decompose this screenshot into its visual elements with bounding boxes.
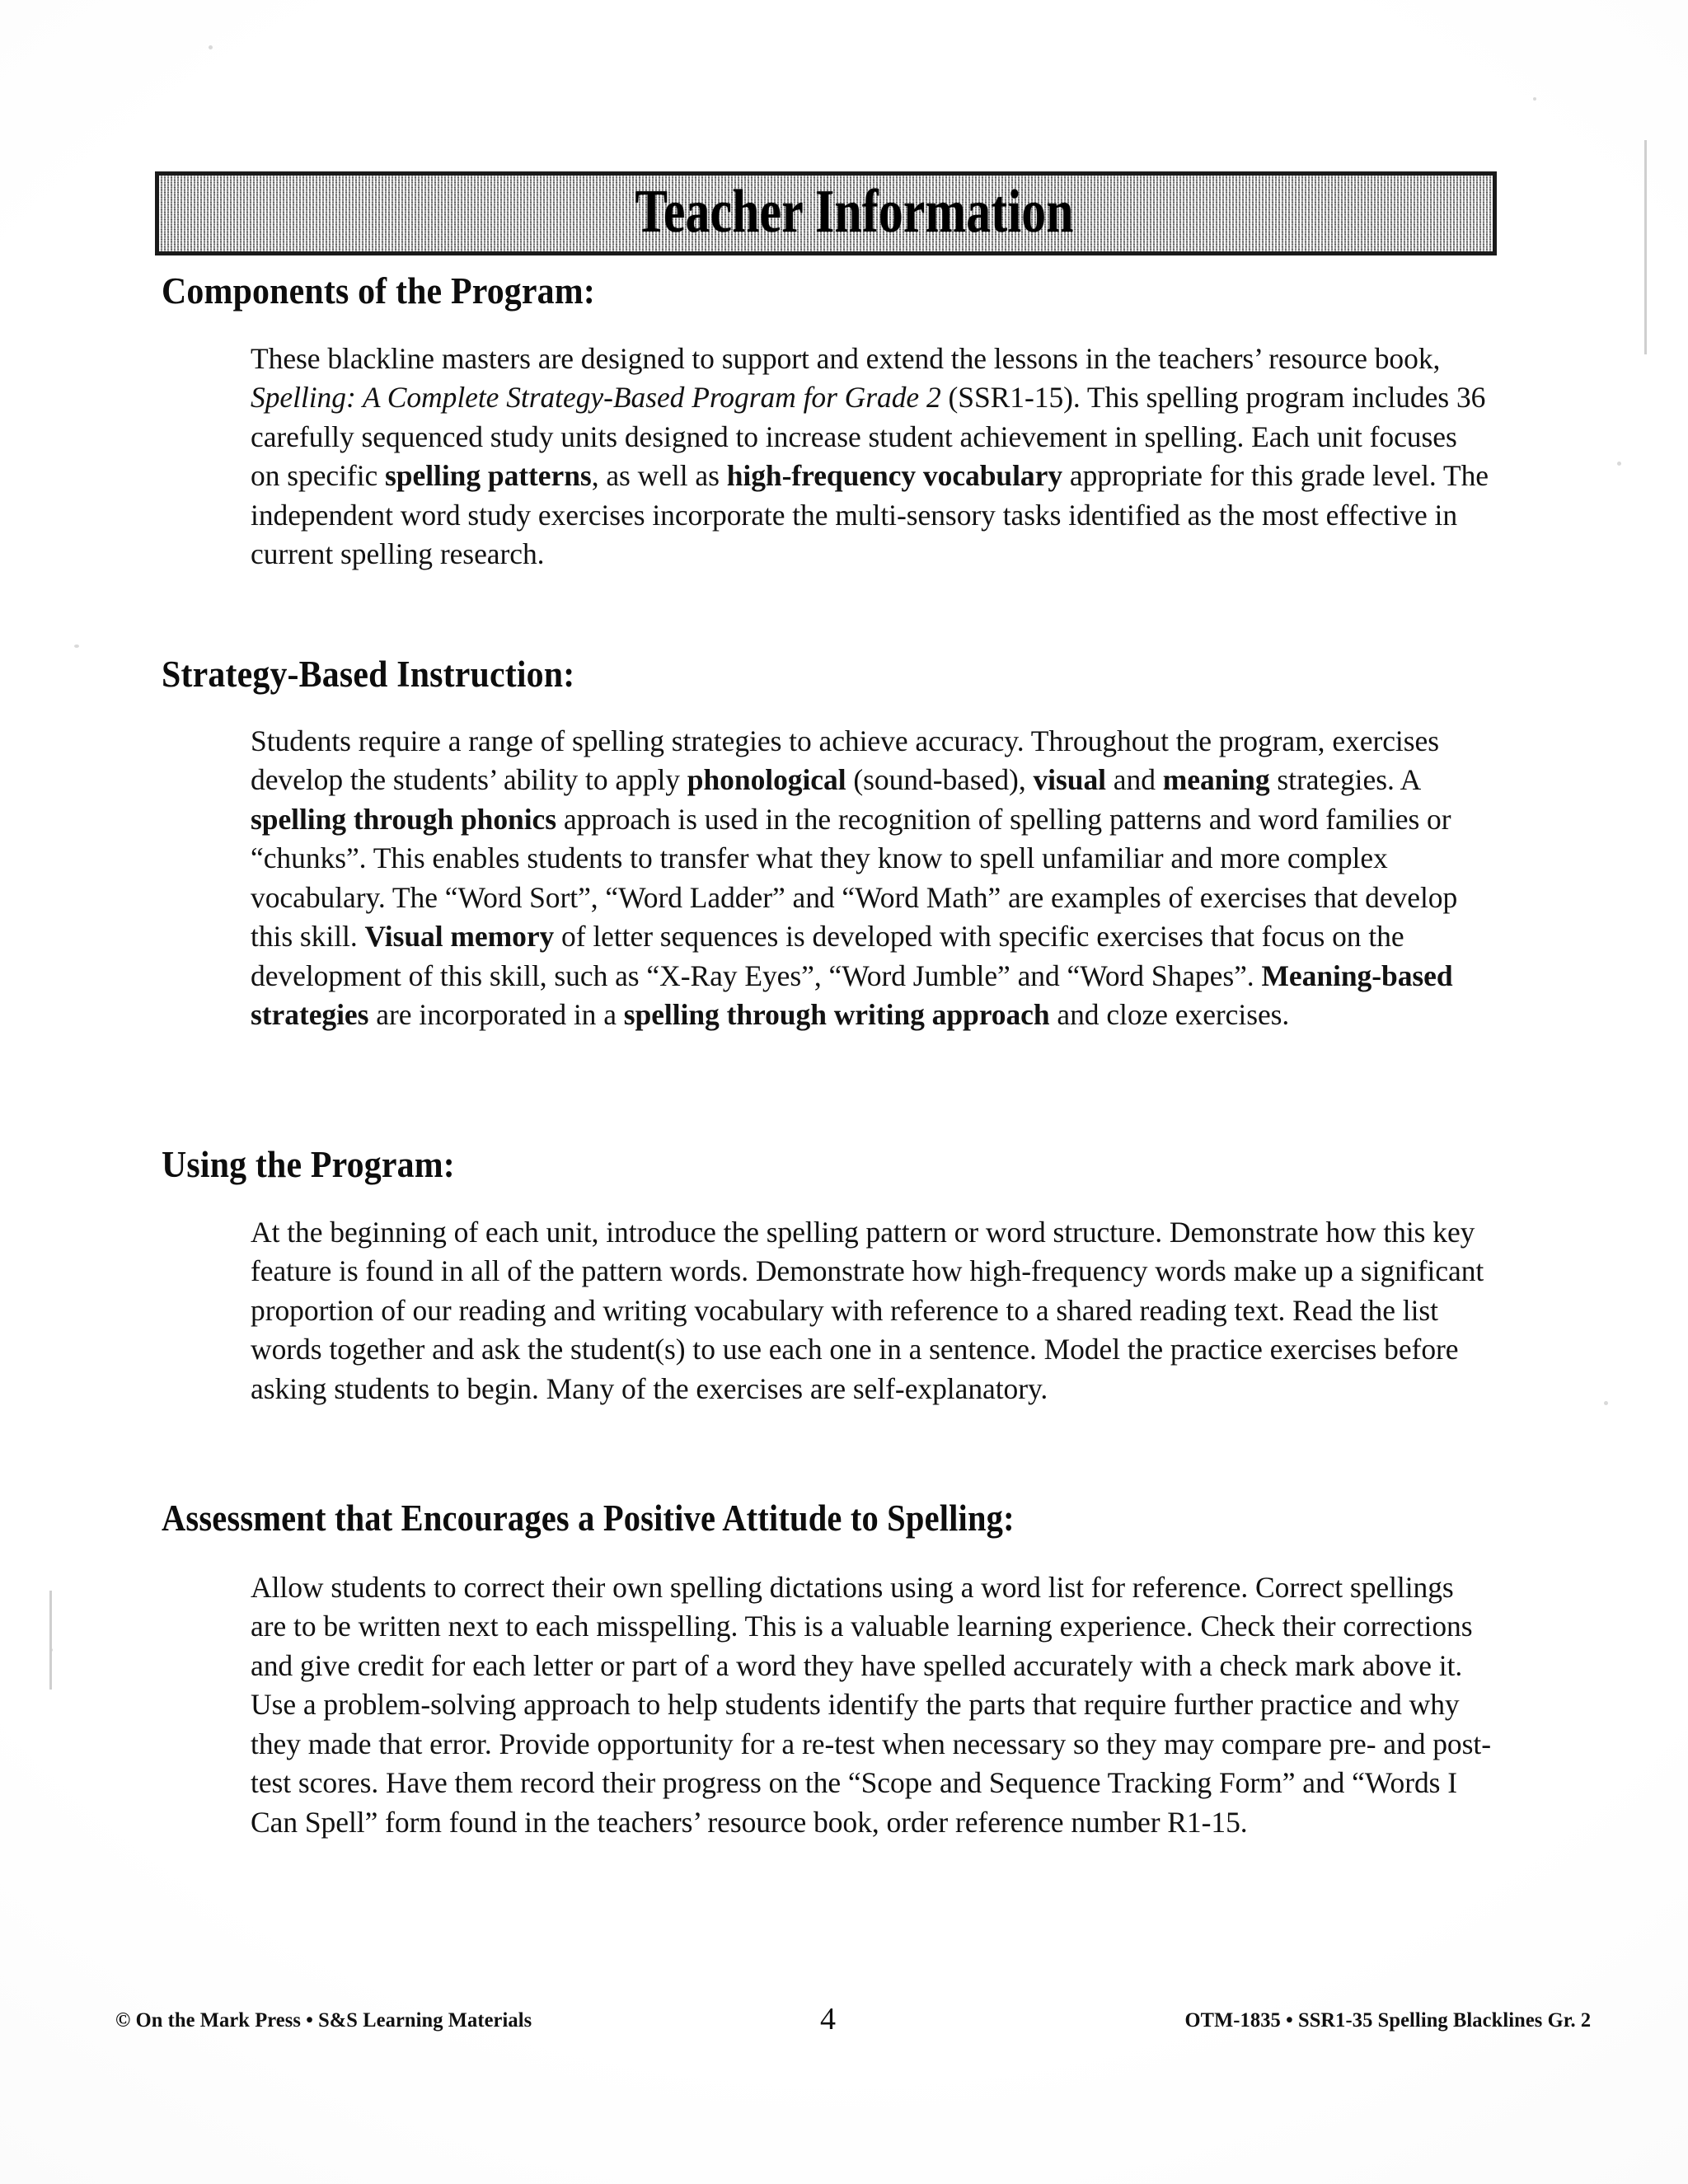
text-run-normal: are incorporated in a: [368, 998, 624, 1032]
section-assessment: [162, 1498, 1563, 1842]
section-heading: Components of the Program:: [162, 270, 595, 312]
footer-copyright: © On the Mark Press • S&S Learning Materials: [115, 2008, 532, 2032]
text-run-bold: spelling through writing approach: [623, 998, 1050, 1032]
text-run-normal: appropriate for this grade level. The independent word study exercises incorporate the multi-sensory tasks identified as the most effective in current spelling research.: [251, 459, 1489, 571]
section-paragraph: [251, 722, 1491, 1035]
page-footer: [115, 2004, 1591, 2046]
text-run-bold: Meaning-based strategies: [251, 958, 1453, 1032]
text-run-normal: Allow students to correct their own spelling dictations using a word list for reference. Correct spellings are to be written next to each misspelling. This is a valuable learning experience. Check their corrections and give credit for each letter or part of a word they have spelled accurately with a check mark above it. Use a problem-solving approach to help students identify the parts that require further practice and why they made that error. Provide opportunity for a re-test when necessary so they may compare pre- and post-test scores. Have them record their progress on the “Scope and Sequence Tracking Form” and “Words I Can Spell” form found in the teachers’ resource book, order reference number R1-15.: [251, 1570, 1491, 1839]
banner-textured-box: [155, 171, 1497, 255]
scan-edge-artifact: [49, 1591, 52, 1690]
section-using-the-program: [162, 1146, 1563, 1408]
section-paragraph: [251, 1568, 1491, 1843]
text-run-normal: strategies. A: [1269, 763, 1420, 797]
scan-speck: [1617, 462, 1621, 466]
section-heading: Using the Program:: [162, 1144, 455, 1185]
section-heading: Strategy-Based Instruction:: [162, 654, 575, 695]
scan-speck: [209, 45, 213, 49]
section-paragraph: [251, 340, 1491, 574]
text-run-bold: meaning: [1162, 763, 1270, 797]
banner-title: Teacher Information: [635, 178, 1075, 246]
text-run-normal: and cloze exercises.: [1049, 998, 1290, 1032]
section-paragraph: [251, 1213, 1491, 1409]
text-run-italic: Spelling: A Complete Strategy-Based Program for Grade 2: [251, 381, 941, 415]
text-run-bold: spelling through phonics: [251, 802, 557, 836]
text-run-normal: (sound-based),: [846, 763, 1034, 797]
scan-speck: [1604, 1401, 1608, 1405]
section-components: [162, 272, 1563, 574]
scan-speck: [74, 644, 79, 648]
text-run-bold: spelling patterns: [385, 459, 592, 493]
footer-reference: OTM-1835 • SSR1-35 Spelling Blacklines Gr. 2: [1184, 2008, 1591, 2032]
text-run-normal: approach is used in the recognition of spelling patterns and word families or “chunks”. This enables students to transfer what they know to spell unfamiliar and more complex vocabulary. The “Word Sort”, “Word Ladder” and “Word Math” are examples of exercises that develop this skill.: [251, 802, 1458, 954]
scan-speck: [1533, 97, 1536, 101]
text-run-normal: of letter sequences is developed with specific exercises that focus on the development of this skill, such as “X-Ray Eyes”, “Word Jumble” and “Word Shapes”.: [251, 920, 1404, 992]
scan-edge-artifact: [1644, 140, 1647, 354]
text-run-normal: Students require a range of spelling strategies to achieve accuracy. Throughout the program, exercises develop the students’ ability to apply: [251, 724, 1439, 797]
section-strategy-based-instruction: [162, 655, 1563, 1035]
text-run-bold: high-frequency vocabulary: [726, 459, 1063, 493]
text-run-normal: (SSR1-15). This spelling program includes 36 carefully sequenced study units designed to increase student achievement in spelling. Each unit focuses on specific: [251, 381, 1486, 493]
footer-page-number: 4: [820, 2002, 837, 2036]
text-run-normal: , as well as: [591, 459, 727, 493]
text-run-normal: At the beginning of each unit, introduce the spelling pattern or word structure. Demonstrate how this key feature is found in all of the pattern words. Demonstrate how high-frequency words make up a significant proportion of our reading and writing vocabulary with reference to a shared reading text. Read the list words together and ask the student(s) to use each one in a sentence. Model the practice exercises before asking students to begin. Many of the exercises are self-explanatory.: [251, 1215, 1484, 1405]
text-run-normal: These blackline masters are designed to support and extend the lessons in the teachers’ resource book,: [251, 341, 1441, 375]
text-run-normal: and: [1105, 763, 1163, 797]
text-run-bold: Visual memory: [364, 920, 555, 954]
text-run-bold: phonological: [687, 763, 846, 797]
section-heading: Assessment that Encourages a Positive Attitude to Spelling:: [162, 1497, 1015, 1539]
text-run-bold: visual: [1033, 763, 1106, 797]
page-banner: [155, 171, 1497, 255]
